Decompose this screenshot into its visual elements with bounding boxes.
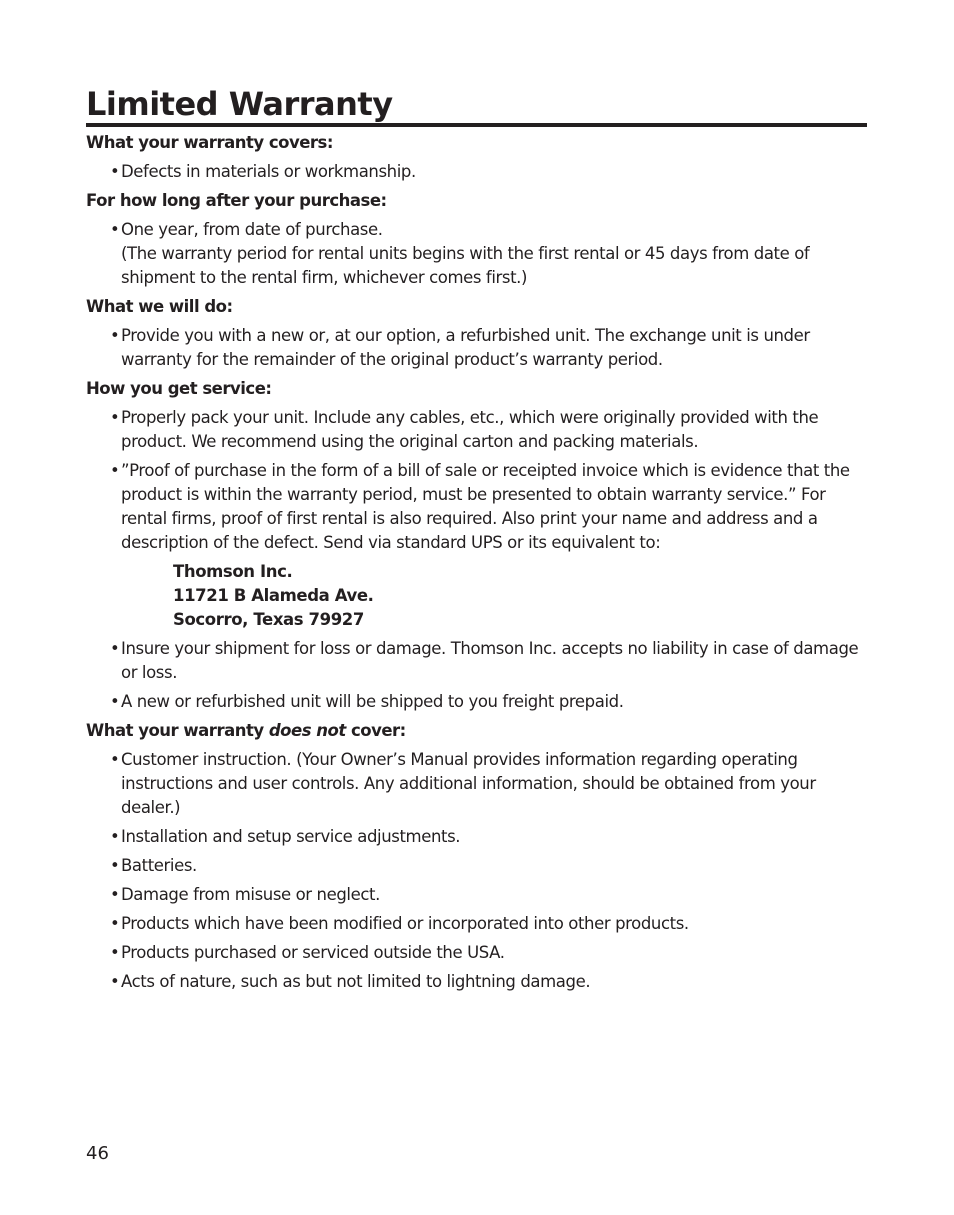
- heading-covers: What your warranty covers:: [86, 133, 333, 152]
- list-we-will-do: [86, 324, 876, 372]
- bullet-dot: •: [110, 326, 120, 345]
- bullet-text: Products which have been modified or incorporated into other products.: [121, 914, 689, 933]
- list-item: [86, 637, 876, 685]
- bullet-text: Defects in materials or workmanship.: [121, 162, 416, 181]
- bullet-dot: •: [110, 885, 120, 904]
- rental-note: (The warranty period for rental units begins with the first rental or 45 days from date of shipment to the rental firm, whichever comes first.): [121, 244, 810, 287]
- list-item: [86, 218, 876, 290]
- list-item: [86, 748, 876, 820]
- bullet-text: Customer instruction. (Your Owner’s Manual provides information regarding operating instructions and user controls. Any additional information, should be obtained from your dealer.): [121, 750, 816, 817]
- bullet-text: Acts of nature, such as but not limited to lightning damage.: [121, 972, 591, 991]
- bullet-dot: •: [110, 972, 120, 991]
- bullet-dot: •: [110, 692, 120, 711]
- bullet-text: Provide you with a new or, at our option, a refurbished unit. The exchange unit is under warranty for the remainder of the original product’s warranty period.: [121, 326, 810, 369]
- mailing-address: [86, 560, 876, 632]
- bullet-text: Damage from misuse or neglect.: [121, 885, 380, 904]
- list-get-service-continued: [86, 637, 876, 714]
- bullet-text: A new or refurbished unit will be shipped to you freight prepaid.: [121, 692, 624, 711]
- list-not-cover: [86, 748, 876, 994]
- heading-get-service: How you get service:: [86, 379, 272, 398]
- list-item: [86, 825, 876, 849]
- list-item: [86, 324, 876, 372]
- heading-text: cover:: [345, 721, 406, 740]
- list-item: [86, 690, 876, 714]
- heading-we-will-do: What we will do:: [86, 297, 233, 316]
- list-item: [86, 854, 876, 878]
- bullet-dot: •: [110, 750, 120, 769]
- list-item: [86, 941, 876, 965]
- bullet-dot: •: [110, 639, 120, 658]
- heading-emphasis: does not: [268, 721, 346, 740]
- bullet-text: Installation and setup service adjustments.: [121, 827, 461, 846]
- bullet-text: Properly pack your unit. Include any cables, etc., which were originally provided with the product. We recommend using the original carton and packing materials.: [121, 408, 819, 451]
- list-item: [86, 459, 876, 555]
- bullet-dot: •: [110, 220, 120, 239]
- bullet-dot: •: [110, 827, 120, 846]
- bullet-dot: •: [110, 162, 120, 181]
- bullet-text: One year, from date of purchase.: [121, 220, 383, 239]
- address-line: Thomson Inc.: [173, 562, 293, 581]
- heading-not-cover: [86, 719, 876, 743]
- list-covers: [86, 160, 876, 184]
- bullet-text: Insure your shipment for loss or damage. Thomson Inc. accepts no liability in case of damage or loss.: [121, 639, 859, 682]
- list-item: [86, 160, 876, 184]
- bullet-text: Batteries.: [121, 856, 197, 875]
- warranty-content: [86, 131, 876, 999]
- page-number: 46: [86, 1143, 109, 1164]
- heading-how-long: For how long after your purchase:: [86, 191, 387, 210]
- address-line: 11721 B Alameda Ave.: [173, 586, 374, 605]
- bullet-text: ”Proof of purchase in the form of a bill of sale or receipted invoice which is evidence that the product is within the warranty period, must be presented to obtain warranty service.” For rental firms, proof of first rental is also required. Also print your name and address and a description of the defect. Send via standard UPS or its equivalent to:: [121, 461, 850, 552]
- title-rule: [86, 123, 867, 127]
- list-how-long: [86, 218, 876, 290]
- bullet-dot: •: [110, 943, 120, 962]
- bullet-text: Products purchased or serviced outside the USA.: [121, 943, 505, 962]
- bullet-dot: •: [110, 914, 120, 933]
- bullet-dot: •: [110, 856, 120, 875]
- list-item: [86, 406, 876, 454]
- bullet-dot: •: [110, 408, 120, 427]
- heading-text: What your warranty: [86, 721, 269, 740]
- page-title: Limited Warranty: [86, 85, 393, 123]
- list-item: [86, 883, 876, 907]
- address-line: Socorro, Texas 79927: [173, 610, 364, 629]
- list-item: [86, 912, 876, 936]
- bullet-dot: •: [110, 461, 120, 480]
- list-get-service: [86, 406, 876, 555]
- list-item: [86, 970, 876, 994]
